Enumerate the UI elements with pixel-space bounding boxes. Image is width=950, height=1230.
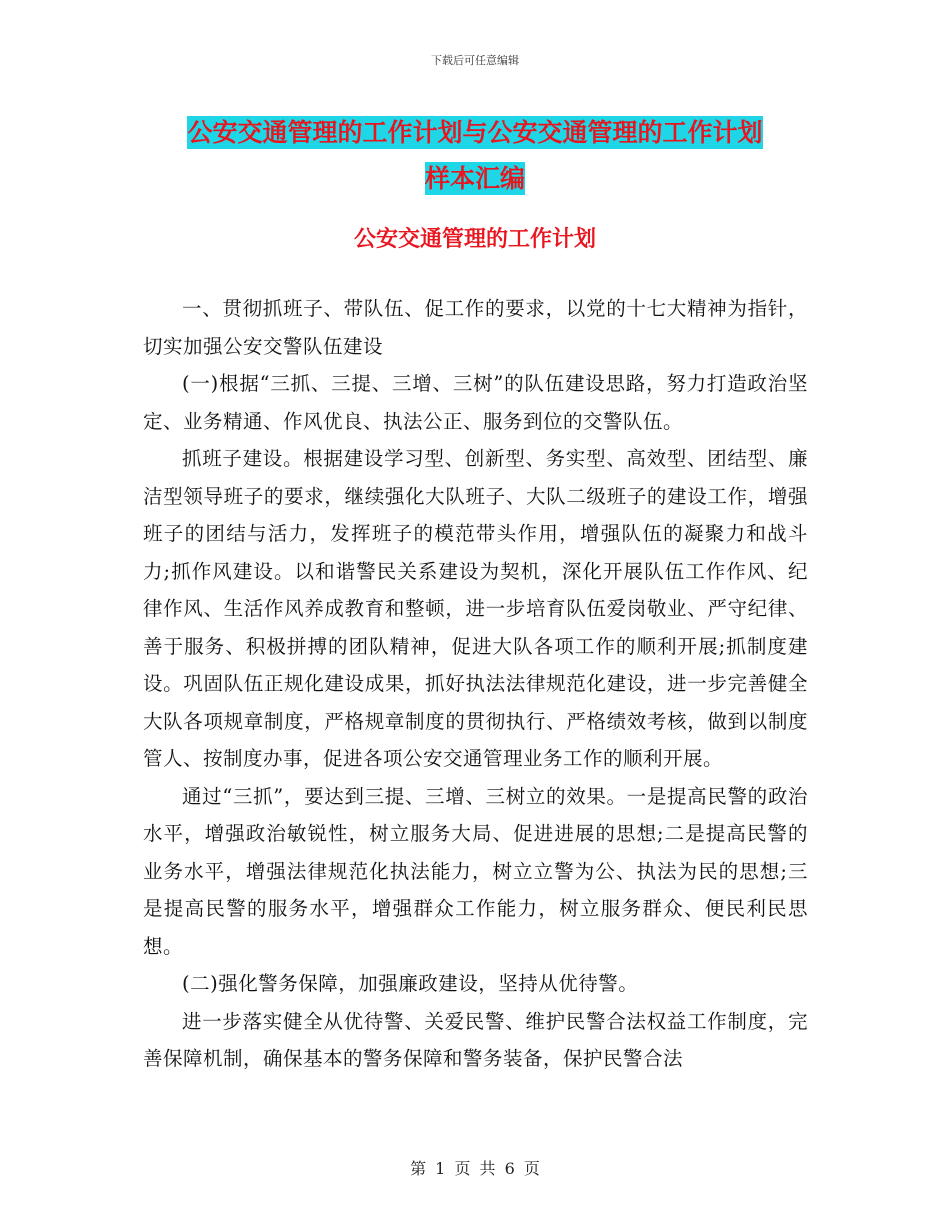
document-title bbox=[0, 110, 950, 202]
body-text bbox=[143, 290, 808, 1078]
page-footer: 第 1 页 共 6 页 bbox=[410, 1159, 540, 1178]
section-title: 公安交通管理的工作计划 bbox=[353, 227, 596, 252]
paragraph: 进一步落实健全从优待警、关爱民警、维护民警合法权益工作制度，完善保障机制，确保基本的警务保障和警务装备，保护民警合法 bbox=[143, 1009, 808, 1070]
paragraph: 抓班子建设。根据建设学习型、创新型、务实型、高效型、团结型、廉洁型领导班子的要求，继续强化大队班子、大队二级班子的建设工作，增强班子的团结与活力，发挥班子的模范带头作用，增强队伍的凝聚力和战斗力;抓作风建设。以和谐警民关系建设为契机，深化开展队伍工作作风、纪律作风、生活作风养成教育和整顿，进一步培育队伍爱岗敬业、严守纪律、善于服务、积极拼搏的团队精神，促进大队各项工作的顺利开展;抓制度建设。巩固队伍正规化建设成果，抓好执法法律规范化建设，进一步完善健全大队各项规章制度，严格规章制度的贯彻执行、严格绩效考核，做到以制度管人、按制度办事，促进各项公安交通管理业务工作的顺利开展。 bbox=[143, 447, 808, 770]
header-note: 下载后可任意编辑 bbox=[431, 54, 519, 67]
paragraph: (二)强化警务保障，加强廉政建设，坚持从优待警。 bbox=[182, 972, 639, 995]
paragraph: 通过“三抓”，要达到三提、三增、三树立的效果。一是提高民警的政治水平，增强政治敏锐性，树立服务大局、促进进展的思想;二是提高民警的业务水平，增强法律规范化执法能力，树立立警为公、执法为民的思想;三是提高民警的服务水平，增强群众工作能力，树立服务群众、便民利民思想。 bbox=[143, 784, 808, 958]
paragraph: 一、贯彻抓班子、带队伍、促工作的要求，以党的十七大精神为指针，切实加强公安交警队伍建设 bbox=[143, 297, 808, 358]
title-line-2: 样本汇编 bbox=[424, 164, 525, 193]
paragraph: (一)根据“三抓、三提、三增、三树”的队伍建设思路，努力打造政治坚定、业务精通、作风优良、执法公正、服务到位的交警队伍。 bbox=[143, 372, 808, 433]
title-line-1: 公安交通管理的工作计划与公安交通管理的工作计划 bbox=[187, 118, 763, 147]
